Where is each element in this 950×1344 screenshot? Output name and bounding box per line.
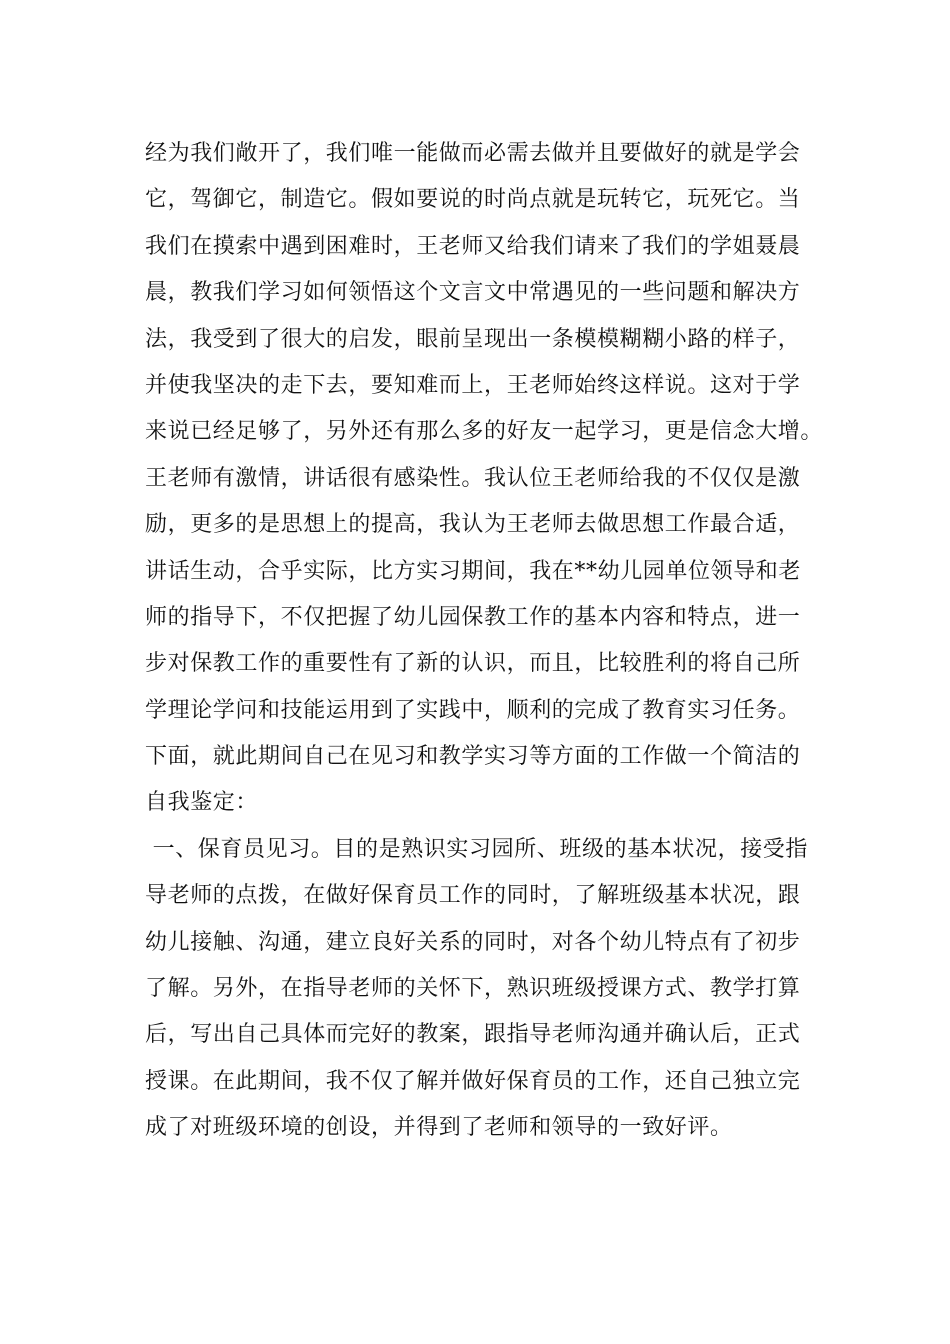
text-line: 来说已经足够了，另外还有那么多的好友一起学习，更是信念大增。 bbox=[145, 419, 824, 445]
text-line: 下面，就此期间自己在见习和教学实习等方面的工作做一个简洁的 bbox=[145, 744, 801, 770]
text-line: 法，我受到了很大的启发，眼前呈现出一条模模糊糊小路的样子， bbox=[145, 326, 801, 352]
text-line: 了解。另外，在指导老师的关怀下，熟识班级授课方式、教学打算 bbox=[145, 976, 801, 1002]
text-line: 后，写出自己具体而完好的教案，跟指导老师沟通并确认后，正式 bbox=[145, 1022, 801, 1048]
text-line: 励，更多的是思想上的提高，我认为王老师去做思想工作最合适， bbox=[145, 512, 801, 538]
text-line: 步对保教工作的重要性有了新的认识，而且，比较胜利的将自己所 bbox=[145, 651, 801, 677]
text-line: 师的指导下，不仅把握了幼儿园保教工作的基本内容和特点，进一 bbox=[145, 604, 801, 630]
text-line: 幼儿接触、沟通，建立良好关系的同时，对各个幼儿特点有了初步 bbox=[145, 929, 801, 955]
text-line: 授课。在此期间，我不仅了解并做好保育员的工作，还自己独立完 bbox=[145, 1068, 801, 1094]
text-line: 我们在摸索中遇到困难时，王老师又给我们请来了我们的学姐聂晨 bbox=[145, 233, 801, 259]
body-text bbox=[145, 131, 835, 1152]
text-line: 导老师的点拨，在做好保育员工作的同时，了解班级基本状况，跟 bbox=[145, 883, 801, 909]
text-line: 自我鉴定： bbox=[145, 790, 259, 816]
text-line: 它，驾御它，制造它。假如要说的时尚点就是玩转它，玩死它。当 bbox=[145, 187, 801, 213]
text-line: 学理论学问和技能运用到了实践中，顺利的完成了教育实习任务。 bbox=[145, 697, 801, 723]
text-line: 晨，教我们学习如何领悟这个文言文中常遇见的一些问题和解决方 bbox=[145, 280, 801, 306]
text-line: 一、保育员见习。目的是熟识实习园所、班级的基本状况，接受指 bbox=[145, 836, 808, 862]
text-line: 讲话生动，合乎实际，比方实习期间，我在**幼儿园单位领导和老 bbox=[145, 558, 802, 584]
text-line: 成了对班级环境的创设，并得到了老师和领导的一致好评。 bbox=[145, 1115, 733, 1141]
text-line: 并使我坚决的走下去，要知难而上，王老师始终这样说。这对于学 bbox=[145, 372, 801, 398]
text-line: 经为我们敞开了，我们唯一能做而必需去做并且要做好的就是学会 bbox=[145, 141, 801, 166]
text-line: 王老师有激情，讲话很有感染性。我认位王老师给我的不仅仅是激 bbox=[145, 465, 801, 491]
